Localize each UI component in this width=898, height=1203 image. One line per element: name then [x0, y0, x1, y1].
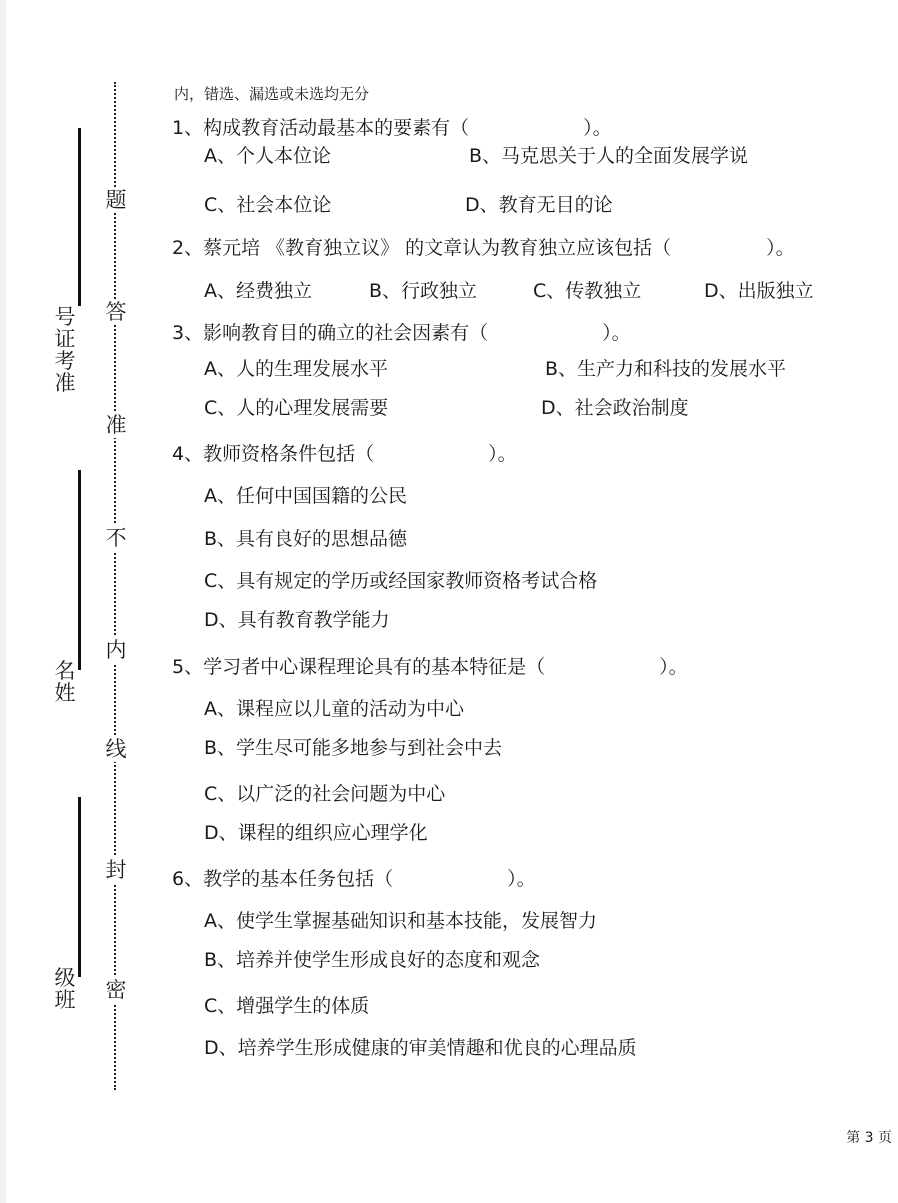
question-4-option-d: D、具有教育教学能力 — [204, 609, 390, 631]
seal-char: 内 — [102, 637, 130, 663]
binding-line-class — [78, 797, 81, 977]
question-4: 4、教师资格条件包括（ ）。 — [172, 443, 517, 465]
question-5: 5、学习者中心课程理论具有的基本特征是（ ）。 — [172, 656, 688, 678]
student-name-label: 名姓 — [54, 659, 76, 705]
binding-line-exam-no — [78, 128, 81, 306]
question-5-option-d: D、课程的组织应心理学化 — [204, 822, 428, 844]
seal-char: 准 — [102, 412, 130, 438]
page-number: 第 3 页 — [846, 1130, 892, 1146]
question-5-option-a: A、课程应以儿童的活动为中心 — [204, 698, 464, 720]
question-3-option-d: D、社会政治制度 — [541, 397, 689, 419]
question-1-option-c: C、社会本位论 — [204, 194, 332, 216]
seal-dotted-line — [114, 82, 122, 1090]
question-2-option-d: D、出版独立 — [704, 280, 814, 302]
binding-line-name — [78, 470, 81, 670]
question-6-option-b: B、培养并使学生形成良好的态度和观念 — [204, 949, 541, 971]
question-5-option-c: C、以广泛的社会问题为中心 — [204, 783, 446, 805]
seal-char: 答 — [102, 299, 130, 325]
question-4-option-c: C、具有规定的学历或经国家教师资格考试合格 — [204, 570, 598, 592]
question-3-option-b: B、生产力和科技的发展水平 — [545, 358, 787, 380]
question-1-option-a: A、个人本位论 — [204, 145, 331, 167]
seal-char: 线 — [102, 736, 130, 762]
question-5-option-b: B、学生尽可能多地参与到社会中去 — [204, 737, 503, 759]
exam-page — [6, 0, 898, 1203]
seal-char: 封 — [102, 857, 130, 883]
question-3-option-c: C、人的心理发展需要 — [204, 397, 389, 419]
seal-char: 题 — [102, 187, 130, 213]
question-1-option-b: B、马克思关于人的全面发展学说 — [469, 145, 749, 167]
seal-char: 密 — [102, 977, 130, 1003]
question-1-option-d: D、教育无目的论 — [465, 194, 613, 216]
exam-number-label: 号证考准 — [54, 305, 76, 395]
question-2-option-c: C、传教独立 — [533, 280, 642, 302]
question-3-option-a: A、人的生理发展水平 — [204, 358, 388, 380]
question-6: 6、教学的基本任务包括（ ）。 — [172, 868, 536, 890]
question-6-option-a: A、使学生掌握基础知识和基本技能，发展智力 — [204, 910, 597, 932]
question-4-option-a: A、任何中国国籍的公民 — [204, 485, 407, 507]
question-6-option-c: C、增强学生的体质 — [204, 995, 370, 1017]
question-4-option-b: B、具有良好的思想品德 — [204, 528, 408, 550]
class-label: 级班 — [54, 966, 76, 1012]
question-2: 2、蔡元培 《教育独立议》 的文章认为教育独立应该包括（ ）。 — [172, 237, 795, 259]
instructions-text: 内，错选、漏选或未选均无分 — [174, 85, 370, 103]
question-2-option-b: B、行政独立 — [369, 280, 478, 302]
question-1: 1、构成教育活动最基本的要素有（ ）。 — [172, 117, 612, 139]
question-3: 3、影响教育目的确立的社会因素有（ ）。 — [172, 322, 631, 344]
question-2-option-a: A、经费独立 — [204, 280, 312, 302]
question-6-option-d: D、培养学生形成健康的审美情趣和优良的心理品质 — [204, 1037, 637, 1059]
seal-char: 不 — [102, 525, 130, 551]
